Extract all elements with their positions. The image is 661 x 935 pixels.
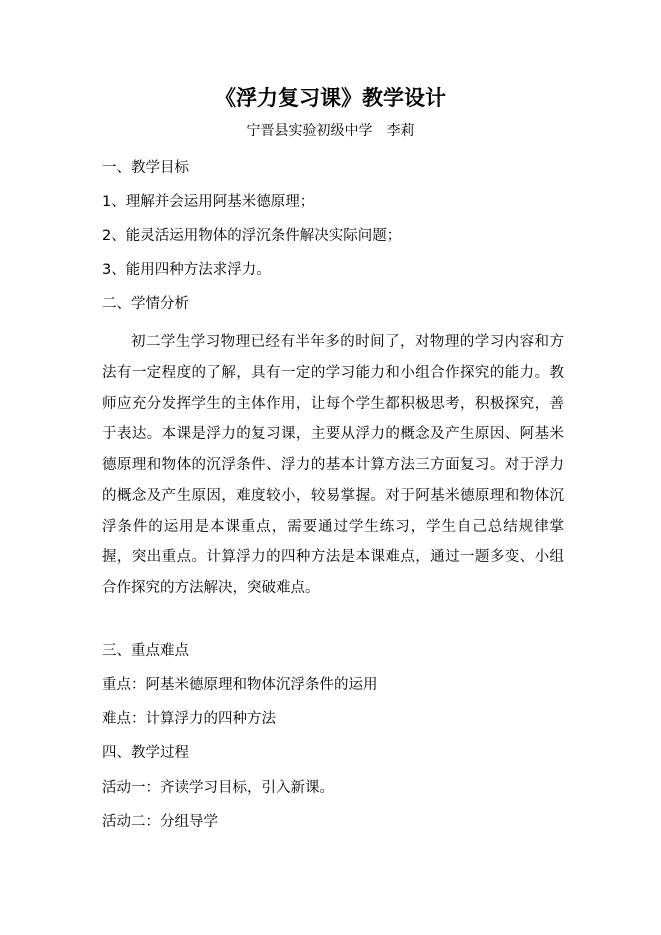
activity-item-2: 活动二：分组导学: [102, 814, 218, 830]
section-heading-process: 四、教学过程: [102, 745, 189, 761]
section-heading-goals: 一、教学目标: [102, 160, 189, 176]
goal-item-1: 1、理解并会运用阿基米德原理；: [102, 194, 315, 210]
document-title: 《浮力复习课》教学设计: [215, 85, 446, 110]
activity-item-1: 活动一：齐读学习目标，引入新课。: [102, 780, 334, 796]
section-heading-key-points: 三、重点难点: [102, 643, 189, 659]
section-heading-analysis: 二、学情分析: [102, 296, 189, 312]
difficult-point-line: 难点：计算浮力的四种方法: [102, 711, 276, 727]
goal-item-2: 2、能灵活运用物体的浮沉条件解决实际问题；: [102, 228, 402, 244]
author-line: 宁晋县实验初级中学 李莉: [246, 123, 415, 139]
key-point-line: 重点：阿基米德原理和物体沉浮条件的运用: [102, 677, 378, 693]
analysis-paragraph: 初二学生学习物理已经有半年多的时间了，对物理的学习内容和方法有一定程度的了解，具有一定的学习能力和小组合作探究的能力。教师应充分发挥学生的主体作用，让每个学生都积极思考，积极探究，善于表达。本课是浮力的复习课，主要从浮力的概念及产生原因、阿基米德原理和物体的沉浮条件、浮力的基本计算方法三方面复习。对于浮力的概念及产生原因，难度较小，较易掌握。对于阿基米德原理和物体沉浮条件的运用是本课重点，需要通过学生练习，学生自己总结规律掌握，突出重点。计算浮力的四种方法是本课难点，通过一题多变、小组合作探究的方法解决，突破难点。: [102, 334, 564, 596]
goal-item-3: 3、能用四种方法求浮力。: [102, 262, 271, 278]
